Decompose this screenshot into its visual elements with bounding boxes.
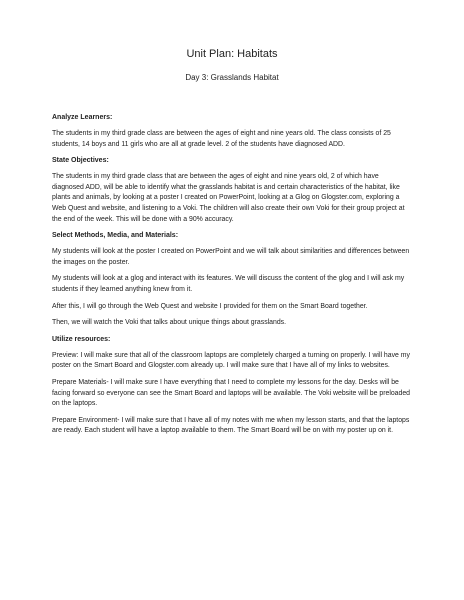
paragraph: After this, I will go through the Web Quest and website I provided for them on the Smart Board together. [52,302,368,310]
paragraph: My students will look at a glog and interact with its features. We will discuss the content of the glog and I will ask my students if they learned anything knew from it. [52,275,405,293]
paragraph: The students in my third grade class that are between the ages of eight and nine years old, 2 of which have diagnosed ADD, will be able to identify what the grasslands habitat is and certain characteristics of the habitat, like plants and animals, by looking at a poster I created on PowerPoint, looking at a Glog on Glogster.com, exploring a Web Quest and website, and listening to a Voki. The children will also create their own Voki for their group project at the end of the week. This will be done with a 90% accuracy. [52,173,405,223]
section-utilize-resources [52,335,412,437]
paragraph: Then, we will watch the Voki that talks about unique things about grasslands. [52,319,287,327]
section-heading: Analyze Learners: [52,114,113,121]
paragraph: Prepare Materials- I will make sure I have everything that I need to complete my lessons for the day. Desks will be facing forward so everyone can see the Smart Board and laptops will be available. The Voki website will be preloaded on the laptops. [52,378,411,408]
section-methods-media-materials [52,231,412,329]
page-title: Unit Plan: Habitats [186,48,278,60]
paragraph: The students in my third grade class are between the ages of eight and nine years old. The class consists of 25 students, 14 boys and 11 girls who are all at grade level. 2 of the students have diagnosed ADD. [52,130,391,148]
section-heading: Utilize resources: [52,335,111,343]
page-subtitle: Day 3: Grasslands Habitat [185,73,279,82]
section-analyze-learners [52,113,412,150]
section-state-objectives [52,156,412,225]
paragraph: Prepare Environment- I will make sure that I have all of my notes with me when my lesson starts, and that the laptops are ready. Each student will have a laptop available to them. The Smart Board will be on with my poster up on it. [52,416,410,435]
paragraph: Preview: I will make sure that all of the classroom laptops are completely charged a turning on properly. I will have my poster on the Smart Board and Glogster.com already up. I will make sure that I have all of my links to websites. [52,351,410,370]
section-heading: Select Methods, Media, and Materials: [52,232,179,240]
paragraph: My students will look at the poster I created on PowerPoint and we will talk about similarities and differences between the images on the poster. [52,248,410,266]
section-heading: State Objectives: [52,157,109,165]
